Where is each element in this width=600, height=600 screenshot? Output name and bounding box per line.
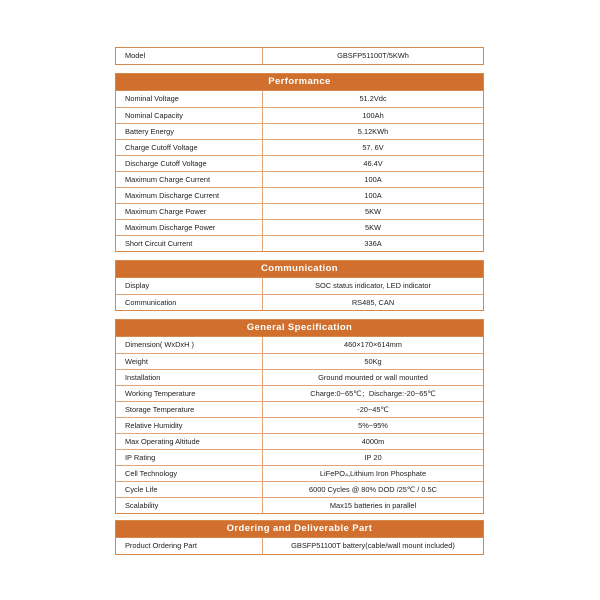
table-row: [116, 235, 483, 251]
table-row: [116, 155, 483, 171]
table-row: [116, 278, 483, 294]
row-label: Display: [116, 278, 263, 294]
performance-table: [115, 73, 484, 252]
row-label: Max Operating Altitude: [116, 434, 263, 449]
row-label: Discharge Cutoff Voltage: [116, 156, 263, 171]
row-value: -20~45℃: [357, 405, 389, 414]
row-label: Nominal Voltage: [116, 91, 263, 107]
row-value: 460×170×614mm: [344, 340, 402, 349]
row-label: Charge Cutoff Voltage: [116, 140, 263, 155]
ordering-table: [115, 520, 484, 555]
table-row: [116, 294, 483, 310]
row-value: 6000 Cycles @ 80% DOD /25℃ / 0.5C: [309, 485, 437, 494]
ordering-rows: [116, 538, 483, 554]
row-label: Communication: [116, 295, 263, 310]
row-value: 57. 6V: [362, 143, 384, 152]
section-header-ordering: Ordering and Deliverable Part: [116, 521, 483, 538]
row-label: IP Rating: [116, 450, 263, 465]
table-row: [116, 385, 483, 401]
row-label: Installation: [116, 370, 263, 385]
row-value: RS485, CAN: [351, 298, 395, 307]
table-row: [116, 139, 483, 155]
row-value: GBSFP51100T battery(cable/wall mount included): [291, 541, 455, 550]
row-label: Weight: [116, 354, 263, 369]
row-label: Scalability: [116, 498, 263, 513]
model-table: [115, 47, 484, 65]
general-specification-table: [115, 319, 484, 514]
row-value: Charge:0~65℃；Discharge:-20~65℃: [310, 389, 436, 398]
row-value: 4000m: [361, 437, 385, 446]
table-row: [116, 91, 483, 107]
row-value: SOC status indicator, LED indicator: [315, 281, 431, 290]
row-label: Maximum Charge Current: [116, 172, 263, 187]
row-label: Maximum Discharge Power: [116, 220, 263, 235]
table-row: [116, 337, 483, 353]
table-row: [116, 481, 483, 497]
row-label: Dimension( WxDxH ): [116, 337, 263, 353]
table-row: [116, 353, 483, 369]
row-value: 50Kg: [364, 357, 382, 366]
table-row: [116, 465, 483, 481]
row-label: Model: [116, 48, 263, 64]
row-value: 46.4V: [363, 159, 383, 168]
row-value: GBSFP51100T/5KWh: [337, 51, 409, 60]
general-rows: [116, 337, 483, 513]
row-value: 5%~95%: [358, 421, 388, 430]
row-label: Storage Temperature: [116, 402, 263, 417]
table-row: [116, 171, 483, 187]
performance-rows: [116, 91, 483, 251]
table-row: [116, 187, 483, 203]
row-value: LiFePO₄,Lithium Iron Phosphate: [319, 469, 427, 478]
section-header-general: General Specification: [116, 320, 483, 337]
table-row: [116, 123, 483, 139]
table-row: [116, 219, 483, 235]
table-row: [116, 203, 483, 219]
row-value: 336A: [364, 239, 382, 248]
row-value: 100A: [364, 175, 382, 184]
row-label: Nominal Capacity: [116, 108, 263, 123]
table-row: [116, 538, 483, 554]
row-label: Cell Technology: [116, 466, 263, 481]
communication-table: [115, 260, 484, 311]
row-value: 100Ah: [362, 111, 384, 120]
row-value: IP 20: [364, 453, 382, 462]
row-label: Battery Energy: [116, 124, 263, 139]
table-row: [116, 449, 483, 465]
row-label: Cycle Life: [116, 482, 263, 497]
table-row-model: [116, 48, 483, 64]
row-value: 5KW: [364, 223, 381, 232]
row-label: Maximum Discharge Current: [116, 188, 263, 203]
table-row: [116, 433, 483, 449]
section-header-communication: Communication: [116, 261, 483, 278]
table-row: [116, 497, 483, 513]
row-label: Product Ordering Part: [116, 538, 263, 554]
row-value: 100A: [364, 191, 382, 200]
row-value: Max15 batteries in parallel: [329, 501, 417, 510]
table-row: [116, 369, 483, 385]
row-label: Relative Humidity: [116, 418, 263, 433]
communication-rows: [116, 278, 483, 310]
section-header-performance: Performance: [116, 74, 483, 91]
row-value: Ground mounted or wall mounted: [318, 373, 428, 382]
row-value: 5KW: [364, 207, 381, 216]
row-value: 5.12KWh: [357, 127, 389, 136]
row-label: Working Temperature: [116, 386, 263, 401]
row-value: 51.2Vdc: [359, 94, 387, 103]
row-label: Short Circuit Current: [116, 236, 263, 251]
table-row: [116, 107, 483, 123]
table-row: [116, 401, 483, 417]
table-row: [116, 417, 483, 433]
row-label: Maximum Charge Power: [116, 204, 263, 219]
